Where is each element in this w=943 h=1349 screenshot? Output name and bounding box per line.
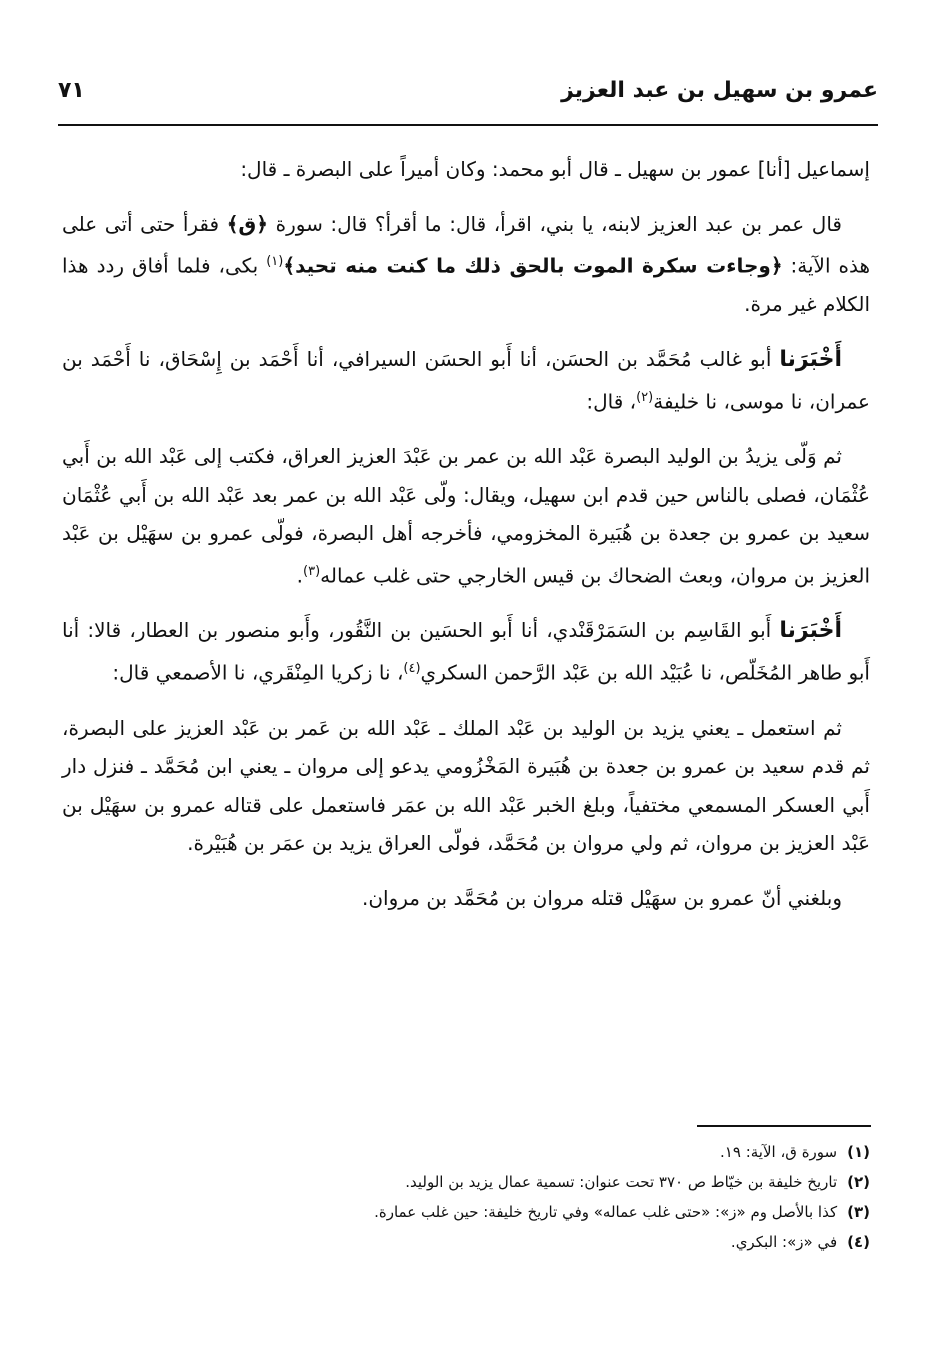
footnote-ref-3: (٣): [303, 563, 321, 579]
paragraph-6: [62, 709, 870, 863]
paragraph-text: فقرأ حتى أتى على هذه الآية:: [62, 211, 870, 278]
footnotes: [62, 1137, 870, 1257]
header-title: عمرو بن سهيل بن عبد العزيز: [561, 78, 878, 103]
paragraph-text: إسماعيل [أنا] عمور بن سهيل ـ قال أبو محمد: وكان أميراً على البصرة ـ قال:: [240, 157, 870, 181]
paragraph-3: [62, 340, 870, 422]
footnote-number: (٢): [847, 1173, 870, 1191]
footnote-ref-1: (١): [266, 254, 284, 269]
footnote-text: في «ز»: البكري.: [730, 1233, 838, 1251]
paragraph-text: ، نا زكريا المِنْقَري، نا الأصمعي قال:: [112, 661, 404, 686]
surah-name: ﴿ق﴾: [226, 211, 269, 236]
paragraph-text: أبو غالب مُحَمَّد بن الحسَن، أنا أَبو الحسَن السيرافي، أنا أَحْمَد بن إِسْحَاق، نا أَحْمَد بن عمران، نا موسى، نا خليفة: [62, 346, 870, 414]
footnote-4: [62, 1227, 870, 1257]
paragraph-text: أَبو القَاسِم بن السَمَرْقَنْدي، أنا أَبو الحسَين بن النَّقُور، وأَبو منصور بن العطار، قالا: أنا أَبو طاهر المُخَلّص، نا عُبَيْد الله بن عَبْد الرَّحمن السكري: [62, 617, 870, 686]
paragraph-text: ، قال:: [586, 389, 637, 414]
paragraph-4: [62, 437, 870, 595]
quran-verse: ﴿وجاءت سكرة الموت بالحق ذلك ما كنت منه تحيد﴾: [283, 253, 783, 278]
footnote-text: كذا بالأصل وم «ز»: «حتى غلب عماله» وفي تاريخ خليفة: حين غلب عمارة.: [374, 1203, 838, 1221]
page-number: ٧١: [58, 78, 85, 103]
footnote-ref-4: (٤): [403, 661, 421, 677]
paragraph-1: [62, 150, 870, 189]
isnad-keyword: أَخْبَرَنا: [779, 617, 842, 643]
footnote-rule: [697, 1125, 871, 1127]
footnote-number: (١): [847, 1143, 870, 1161]
footnote-number: (٣): [847, 1203, 870, 1221]
header-rule: [58, 124, 878, 126]
paragraph-2: [62, 205, 870, 324]
footnote-ref-2: (٢): [636, 390, 654, 406]
isnad-keyword: أَخْبَرَنا: [779, 346, 842, 372]
footnote-text: تاريخ خليفة بن خيّاط ص ٣٧٠ تحت عنوان: تسمية عمال يزيد بن الوليد.: [405, 1173, 838, 1191]
main-text: [62, 150, 870, 933]
paragraph-text: ثم استعمل ـ يعني يزيد بن الوليد بن عَبْد الملك ـ عَبْد الله بن عَمر بن عَبْد العزيز على البصرة، ثم قدم سعيد بن عمرو بن جعدة بن هُبَيرة المَخْزُومي يدعو إلى مروان ـ يعني ابن مُحَمَّد ـ فنزل دار أَبي العسكر المسمعي مختفياً، وبلغ الخبر عَبْد الله بن عمَر فاستعمل على قتاله عمرو بن سهَيْل بن عَبْد العزيز بن مروان، ثم ولي مروان بن مُحَمَّد، فولّى العراق يزيد بن عمَر بن هُبَيْرة.: [62, 715, 870, 856]
paragraph-5: [62, 611, 870, 693]
footnote-number: (٤): [847, 1233, 870, 1251]
paragraph-text: ثم وَلّى يزيدُ بن الوليد البصرة عَبْد الله بن عمر بن عَبْدَ العزيز العراق، فكتب إلى عَبْد الله بن أَبي عُثْمَان، فصلى بالناس حين قدم ابن سهيل، ويقال: ولّى عَبْد الله بن عمر بعد عَبْد الله بن أَبي عُثْمَان سعيد بن عمرو بن جعدة بن هُبَيرة المخزومي، فأخرجه أهل البصرة، فولّى عمرو بن سهَيْل بن عَبْد العزيز بن مروان، وبعث الضحاك بن قيس الخارجي حتى غلب عماله: [62, 444, 870, 588]
paragraph-text: بكى، فلما أفاق ردد هذا الكلام غير مرة.: [62, 253, 870, 317]
footnote-3: [62, 1197, 870, 1227]
paragraph-7: [62, 879, 870, 918]
paragraph-text: وبلغني أنّ عمرو بن سهَيْل قتله مروان بن مُحَمَّد بن مروان.: [361, 885, 842, 910]
paragraph-text: قال عمر بن عبد العزيز لابنه، يا بني، اقرأ، قال: ما أقرأ؟ قال: سورة: [268, 211, 842, 236]
footnote-2: [62, 1167, 870, 1197]
paragraph-text: .: [296, 563, 304, 588]
footnote-text: سورة ق، الآية: ١٩.: [720, 1143, 838, 1161]
running-header: [58, 78, 878, 124]
footnote-1: [62, 1137, 870, 1167]
